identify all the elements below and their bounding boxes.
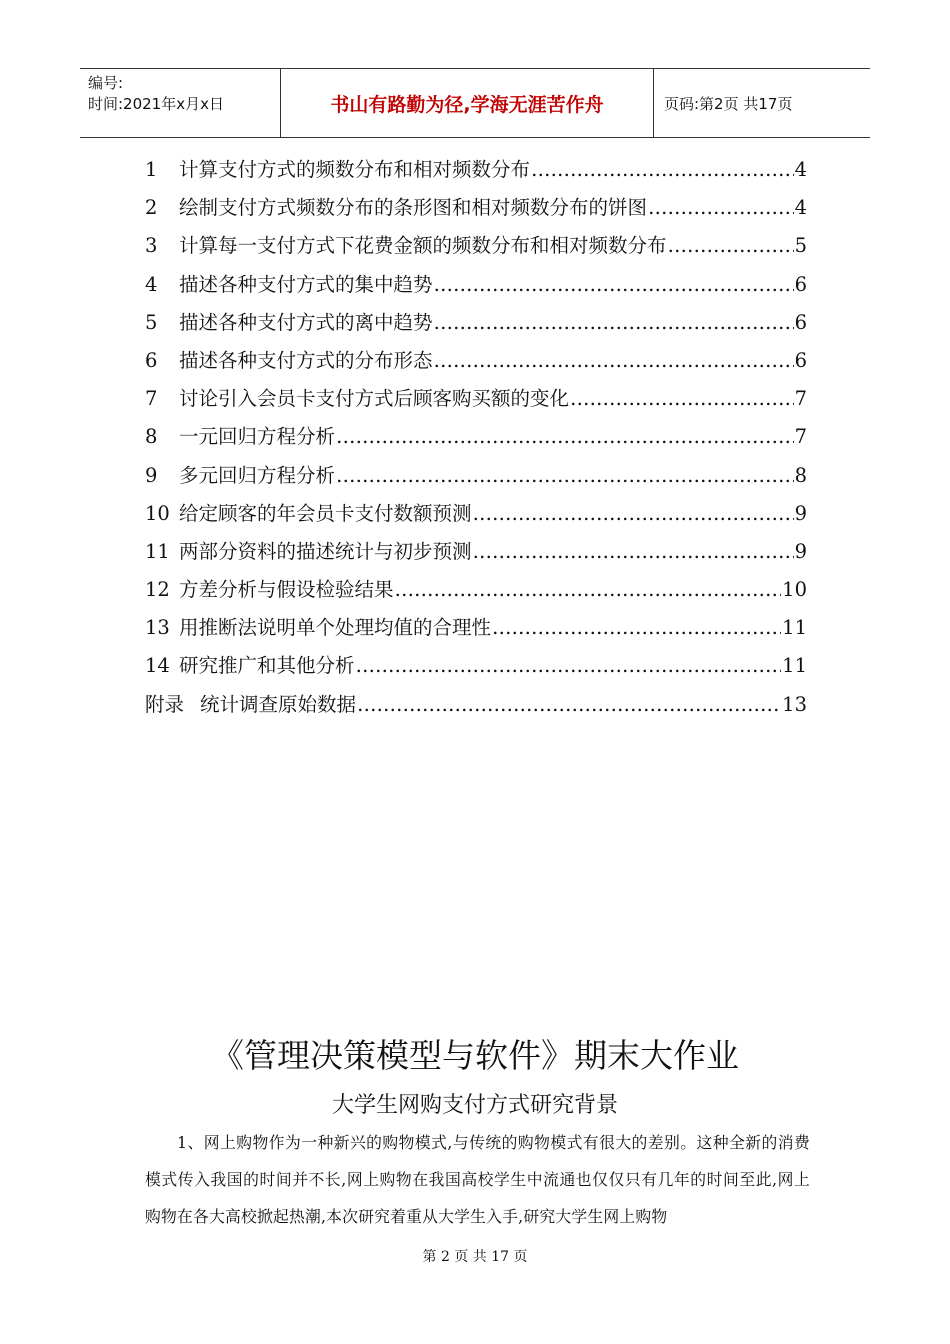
toc-number: 8 [145, 425, 158, 449]
toc-text: 两部分资料的描述统计与初步预测 [179, 539, 472, 563]
toc-page: 8 [794, 463, 807, 487]
toc-page: 13 [782, 692, 807, 716]
toc-number: 10 [145, 501, 170, 525]
toc-page: 11 [782, 616, 807, 640]
header-table [80, 68, 870, 138]
toc-page: 6 [794, 310, 807, 334]
toc-leader [473, 502, 794, 525]
time-label: 时间:2021年x月x日 [88, 95, 224, 113]
toc-number: 3 [145, 234, 158, 258]
toc-leader [395, 578, 782, 601]
toc-entry[interactable] [145, 460, 807, 498]
header-left-cell [80, 69, 281, 137]
header-right-cell [654, 69, 870, 137]
toc-leader [434, 349, 794, 372]
toc-entry[interactable] [145, 612, 807, 650]
toc-entry[interactable] [145, 307, 807, 345]
toc-number: 12 [145, 578, 170, 602]
toc-entry[interactable] [145, 383, 807, 421]
toc-entry[interactable] [145, 421, 807, 459]
toc-text: 描述各种支付方式的离中趋势 [179, 310, 433, 334]
toc-text: 计算支付方式的频数分布和相对频数分布 [179, 158, 531, 181]
toc-page: 11 [782, 654, 807, 678]
toc-entry[interactable] [145, 498, 807, 536]
toc-text: 统计调查原始数据 [200, 692, 357, 716]
page-info: 页码:第2页 共17页 [664, 94, 793, 113]
toc-text: 多元回归方程分析 [179, 463, 336, 487]
toc-page: 9 [794, 539, 807, 563]
toc-number: 9 [145, 463, 158, 487]
toc-leader [356, 654, 782, 677]
toc-text: 用推断法说明单个处理均值的合理性 [179, 616, 492, 640]
toc-text: 描述各种支付方式的分布形态 [179, 348, 433, 372]
toc-number: 6 [145, 348, 158, 372]
toc-page: 5 [794, 234, 807, 258]
toc-leader [492, 616, 781, 639]
toc-entry[interactable] [145, 689, 807, 727]
toc-number: 1 [145, 158, 158, 181]
toc-number: 5 [145, 310, 158, 334]
toc-page: 7 [794, 387, 807, 411]
toc-entry[interactable] [145, 574, 807, 612]
toc-number: 14 [145, 654, 170, 678]
section-subtitle: 大学生网购支付方式研究背景 [331, 1093, 618, 1118]
toc-text: 描述各种支付方式的集中趋势 [179, 272, 433, 296]
toc-text: 计算每一支付方式下花费金额的频数分布和相对频数分布 [179, 234, 667, 258]
table-of-contents [145, 154, 807, 727]
toc-leader [570, 387, 794, 410]
toc-entry[interactable] [145, 345, 807, 383]
toc-number: 附录 [145, 692, 185, 716]
toc-number: 11 [145, 539, 170, 563]
toc-text: 一元回归方程分析 [179, 425, 336, 449]
toc-entry[interactable] [145, 192, 807, 230]
toc-page: 4 [794, 196, 807, 220]
motto: 书山有路勤为径,学海无涯苦作舟 [330, 93, 604, 116]
toc-page: 10 [782, 578, 807, 602]
toc-leader [434, 273, 794, 296]
toc-number: 4 [145, 272, 158, 296]
toc-leader [668, 234, 794, 257]
toc-leader [434, 311, 794, 334]
toc-text: 方差分析与假设检验结果 [179, 578, 394, 602]
document-title: 《管理决策模型与软件》期末大作业 [211, 1036, 739, 1075]
toc-leader [336, 464, 794, 487]
toc-number: 7 [145, 387, 158, 411]
body-paragraph: 1、网上购物作为一种新兴的购物模式,与传统的购物模式有很大的差别。这种全新的消费模式传入我国的时间并不长,网上购物在我国高校学生中流通也仅仅只有几年的时间至此,网上购物在各大高校掀起热潮,本次研究着重从大学生入手,研究大学生网上购物 [145, 1133, 810, 1226]
toc-page: 9 [794, 501, 807, 525]
toc-entry[interactable] [145, 536, 807, 574]
toc-page: 6 [794, 272, 807, 296]
toc-number: 13 [145, 616, 170, 640]
toc-entry[interactable] [145, 154, 807, 192]
toc-leader [473, 540, 794, 563]
toc-page: 6 [794, 348, 807, 372]
toc-page: 7 [794, 425, 807, 449]
toc-entry[interactable] [145, 230, 807, 268]
toc-text: 讨论引入会员卡支付方式后顾客购买额的变化 [179, 387, 570, 411]
toc-leader [336, 425, 794, 448]
toc-entry[interactable] [145, 269, 807, 307]
toc-leader [357, 693, 781, 716]
page-footer: 第 2 页 共 17 页 [422, 1249, 528, 1265]
toc-text: 研究推广和其他分析 [179, 654, 355, 678]
toc-page: 4 [794, 158, 807, 181]
toc-text: 给定顾客的年会员卡支付数额预测 [179, 501, 472, 525]
toc-leader [531, 158, 794, 181]
toc-leader [648, 196, 794, 219]
toc-text: 绘制支付方式频数分布的条形图和相对频数分布的饼图 [179, 196, 648, 220]
number-label: 编号: [88, 74, 124, 92]
header-center-cell [281, 69, 654, 137]
toc-number: 2 [145, 196, 158, 220]
toc-entry[interactable] [145, 650, 807, 688]
